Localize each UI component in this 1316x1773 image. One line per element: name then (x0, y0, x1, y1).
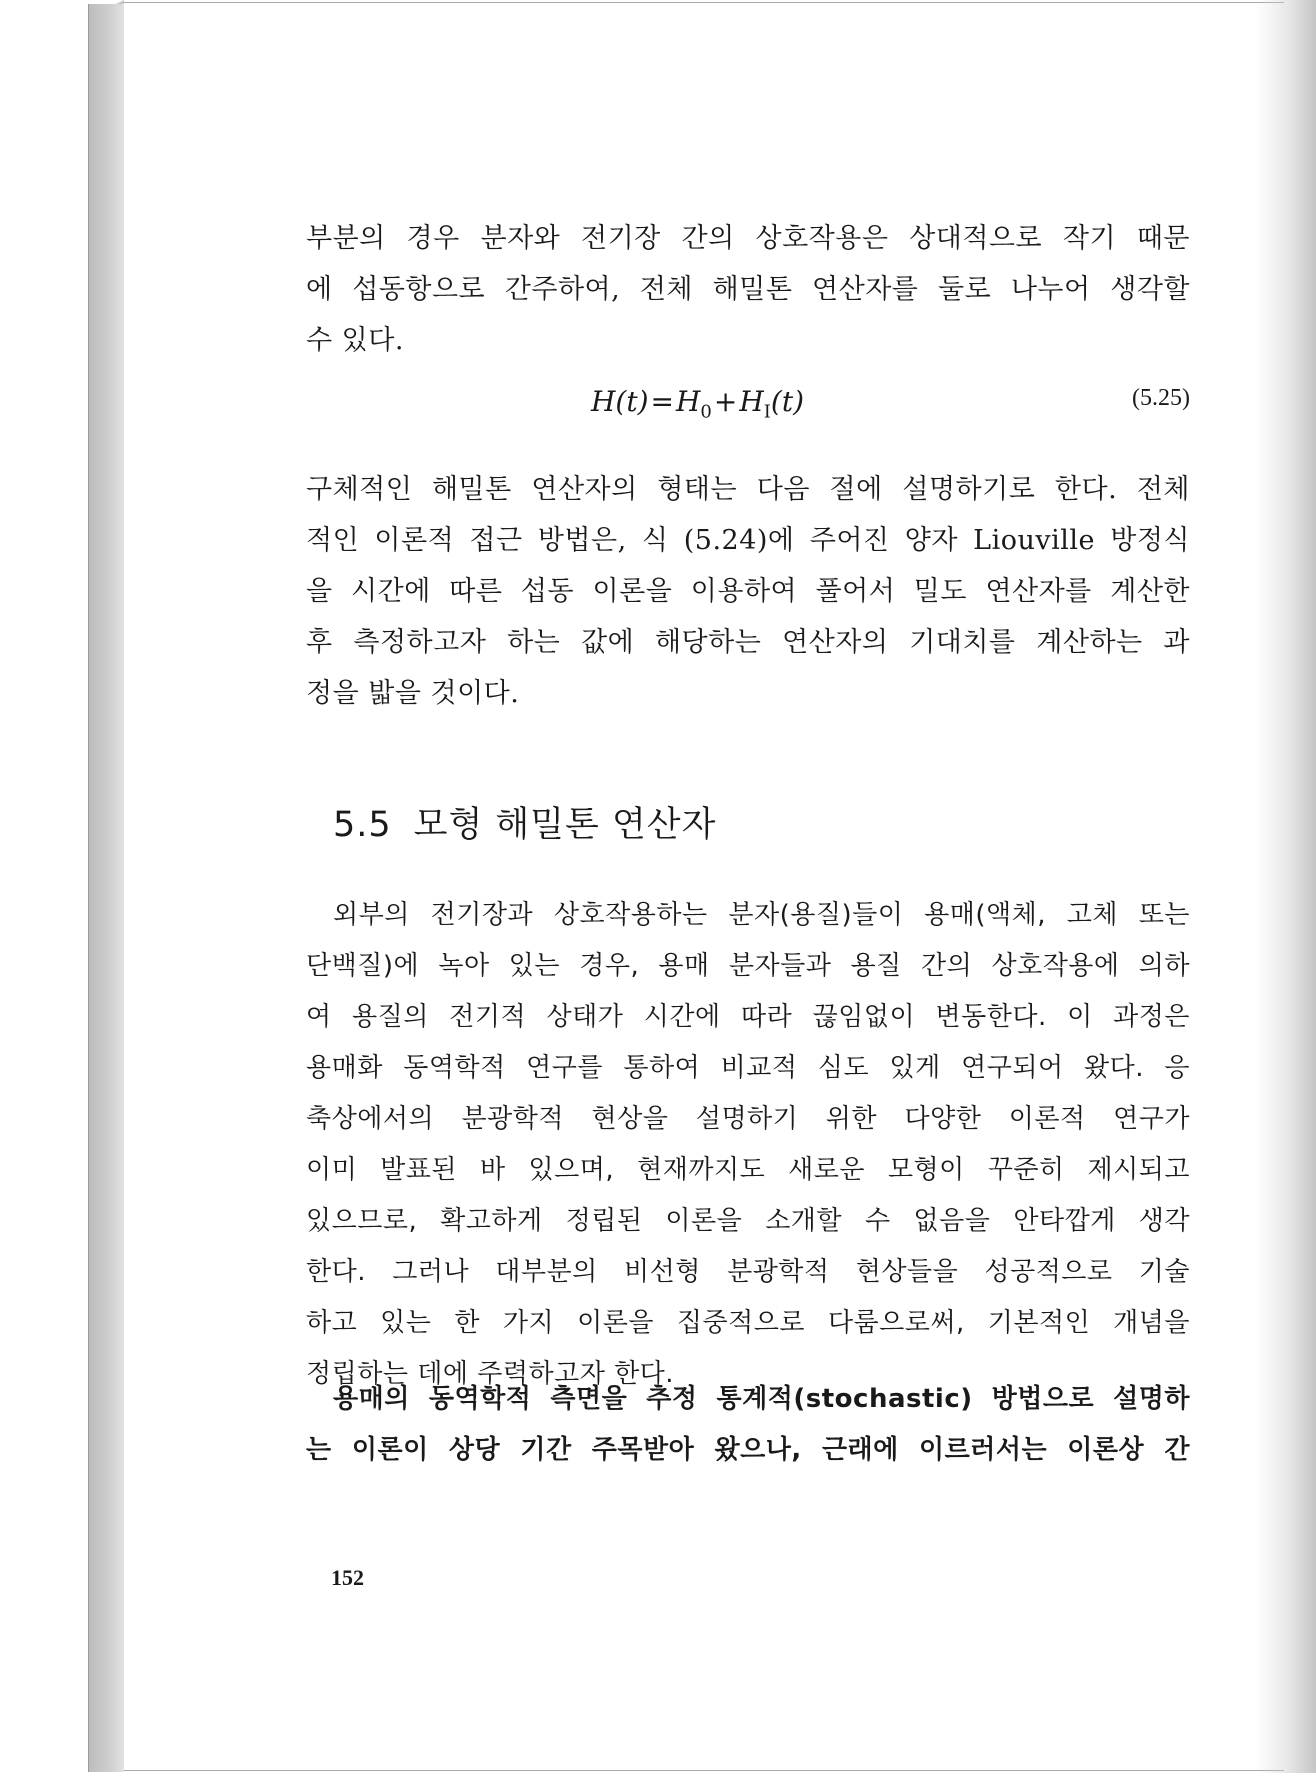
paragraph-line: 정을 밟을 것이다. (306, 678, 520, 709)
paragraph-line: 는 이론이 상당 기간 주목받아 왔으나, 근래에 이르러서는 이론상 간 (306, 1435, 1190, 1465)
equation-subscript: 0 (700, 401, 712, 423)
paragraph-line: 이미 발표된 바 있으며, 현재까지도 새로운 모형이 꾸준히 제시되고 (306, 1155, 1190, 1185)
equation-equals: = (650, 385, 674, 418)
equation-number: (5.25) (1132, 385, 1190, 411)
paragraph-line: 후 측정하고자 하는 값에 해당하는 연산자의 기대치를 계산하는 과 (306, 627, 1190, 658)
paragraph-line: 축상에서의 분광학적 현상을 설명하기 위한 다양한 이론적 연구가 (306, 1104, 1190, 1134)
equation-5-25 (306, 381, 1190, 431)
paragraph-line: 단백질)에 녹아 있는 경우, 용매 분자들과 용질 간의 상호작용에 의하 (306, 951, 1190, 981)
paragraph-line: 용매화 동역학적 연구를 통하여 비교적 심도 있게 연구되어 왔다. 응 (306, 1053, 1190, 1083)
equation-plus: + (713, 385, 738, 418)
page-edge-shadow (1256, 0, 1316, 1773)
section-heading (333, 797, 716, 847)
paragraph-3 (306, 890, 1190, 1400)
paragraph-line: 을 시간에 따른 섭동 이론을 이용하여 풀어서 밀도 연산자를 계산한 (306, 576, 1190, 607)
paragraph-line: 외부의 전기장과 상호작용하는 분자(용질)들이 용매(액체, 고체 또는 (333, 900, 1190, 930)
equation-term: H (676, 385, 701, 418)
paragraph-line: 용매의 동역학적 측면을 추정 통계적(stochastic) 방법으로 설명하 (333, 1384, 1190, 1414)
page-number: 152 (331, 1565, 364, 1590)
paragraph-line: 수 있다. (306, 325, 404, 356)
section-title: 모형 해밀톤 연산자 (413, 805, 717, 845)
paragraph-line: 부분의 경우 분자와 전기장 간의 상호작용은 상대적으로 작기 때문 (306, 223, 1190, 254)
book-spine (88, 4, 124, 1772)
paragraph-line: 적인 이론적 접근 방법은, 식 (5.24)에 주어진 양자 Liouville 방정식 (306, 525, 1190, 556)
equation-argument: (t) (770, 385, 804, 418)
paragraph-line: 하고 있는 한 가지 이론을 집중적으로 다룸으로써, 기본적인 개념을 (306, 1308, 1190, 1338)
paragraph-line: 있으므로, 확고하게 정립된 이론을 소개할 수 없음을 안타깝게 생각 (306, 1206, 1190, 1236)
paragraph-2 (306, 464, 1190, 719)
equation-lhs: H(t) (591, 385, 649, 418)
paragraph-1 (306, 213, 1190, 366)
section-number: 5.5 (333, 805, 392, 845)
paragraph-line: 한다. 그러나 대부분의 비선형 분광학적 현상들을 성공적으로 기술 (306, 1257, 1190, 1287)
equation-subscript: I (763, 401, 771, 423)
equation-term: H (739, 385, 764, 418)
paragraph-line: 구체적인 해밀톤 연산자의 형태는 다음 절에 설명하기로 한다. 전체 (306, 474, 1190, 505)
equation-body (591, 385, 804, 423)
paragraph-line: 에 섭동항으로 간주하여, 전체 해밀톤 연산자를 둘로 나누어 생각할 (306, 274, 1190, 305)
paragraph-4 (306, 1374, 1190, 1476)
paragraph-line: 여 용질의 전기적 상태가 시간에 따라 끊임없이 변동한다. 이 과정은 (306, 1002, 1190, 1032)
paragraph-line: 정립하는 데에 주력하고자 한다. (306, 1359, 675, 1389)
